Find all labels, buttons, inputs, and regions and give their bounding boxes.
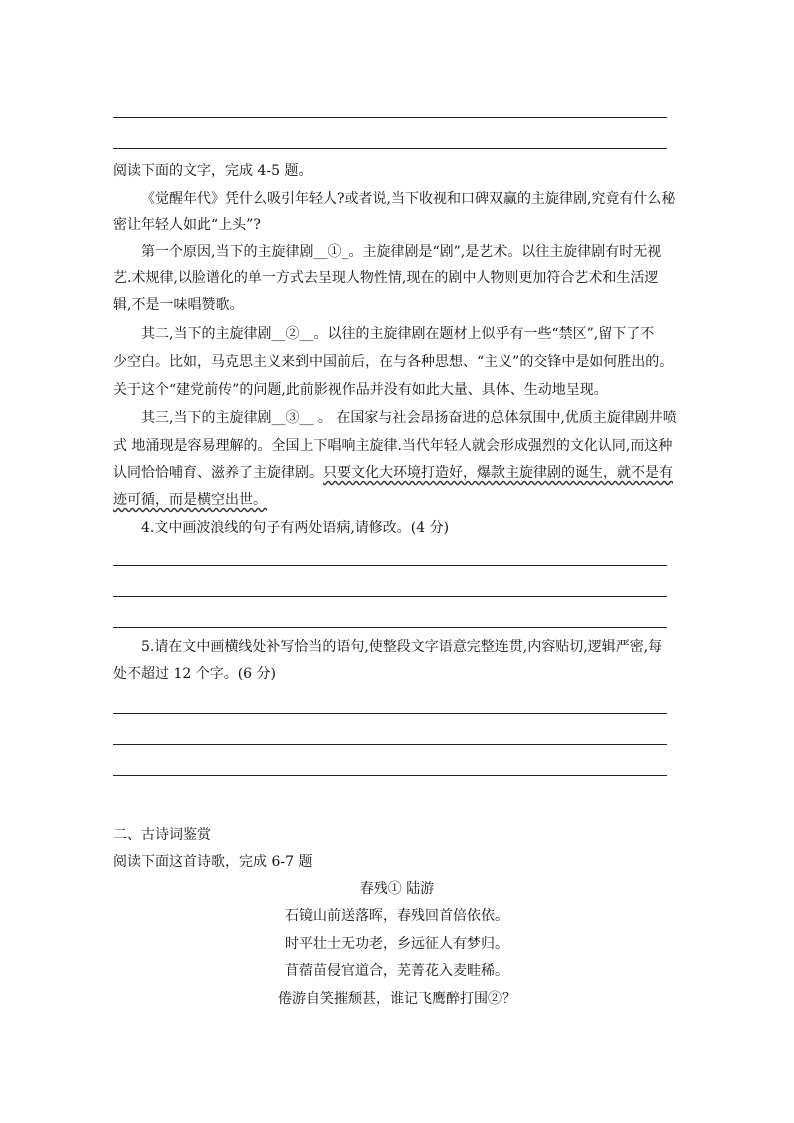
answer-line	[113, 627, 667, 628]
answer-line	[113, 713, 667, 714]
answer-line	[113, 117, 667, 118]
passage-paragraph-4-line-4	[113, 490, 267, 510]
wavy-underlined-sentence: 迹可循，而是横空出世。	[113, 492, 267, 508]
passage-instruction: 阅读下面的文字，完成 4-5 题。	[113, 163, 313, 179]
question-5-line-1: 5.请在文中画横线处补写恰当的语句,使整段文字语意完整连贯,内容贴切,逻辑严密,每	[141, 639, 663, 655]
passage-paragraph-3-line-2: 少空白。比如，马克思主义来到中国前后，在与各种思想、“主义”的交锋中是如何胜出的。	[113, 354, 674, 370]
poem-title: 春残① 陆游	[359, 881, 435, 897]
passage-paragraph-4-line-3	[113, 463, 673, 483]
passage-paragraph-2-line-3: 辑,不是一味唱赞歌。	[113, 297, 244, 313]
passage-paragraph-3-line-3: 关于这个“建党前传”的问题,此前影视作品并没有如此大量、具体、生动地呈现。	[113, 382, 608, 398]
passage-paragraph-3-line-1: 其二,当下的主旋律剧__②__。以往的主旋律剧在题材上似乎有一些“禁区”,留下了不	[141, 326, 655, 342]
passage-paragraph-1-line-2: 密让年轻人如此“上头”?	[113, 217, 261, 233]
question-5-line-2: 处不超过 12 个字。(6 分)	[113, 666, 276, 682]
poem-line: 倦游自笑摧颓甚，谁记飞鹰醉打围②？	[278, 991, 516, 1007]
poem-line: 石镜山前送落晖，春残回首倍依依。	[285, 908, 509, 924]
question-4: 4.文中画波浪线的句子有两处语病,请修改。(4 分)	[141, 520, 450, 536]
answer-line	[113, 596, 667, 597]
passage-paragraph-2-line-2: 艺.术规律,以脸谱化的单一方式去呈现人物性情,现在的剧中人物则更加符合艺术和生活逻	[113, 270, 659, 286]
poem-line: 时平壮士无功老，乡远征人有梦归。	[285, 936, 509, 952]
wavy-underlined-sentence: 只要文化大环境打造好，爆款主旋律剧的诞生，就不是有	[323, 465, 673, 481]
poem-line: 苜蓿苗侵官道合，芜菁花入麦畦稀。	[285, 963, 509, 979]
answer-line	[113, 744, 667, 745]
answer-line	[113, 565, 667, 566]
section-heading: 二、古诗词鉴赏	[113, 827, 211, 843]
section-instruction: 阅读下面这首诗歌，完成 6-7 题	[113, 854, 313, 870]
answer-line	[113, 148, 667, 149]
passage-paragraph-4-line-1: 其三,当下的主旋律剧__③__ 。 在国家与社会昂扬奋进的总体氛围中,优质主旋律剧井喷	[141, 410, 677, 426]
passage-paragraph-2-line-1: 第一个原因,当下的主旋律剧__①_。主旋律剧是“剧”,是艺术。以往主旋律剧有时无视	[141, 244, 662, 260]
plain-text: 认同恰恰哺育、滋养了主旋律剧。	[113, 465, 323, 481]
answer-line	[113, 775, 667, 776]
passage-paragraph-4-line-2: 式 地涌现是容易理解的。全国上下唱响主旋律.当代年轻人就会形成强烈的文化认同,而这种	[113, 438, 673, 454]
passage-paragraph-1-line-1: 《觉醒年代》凭什么吸引年轻人?或者说,当下收视和口碑双赢的主旋律剧,究竟有什么秘	[141, 191, 676, 207]
